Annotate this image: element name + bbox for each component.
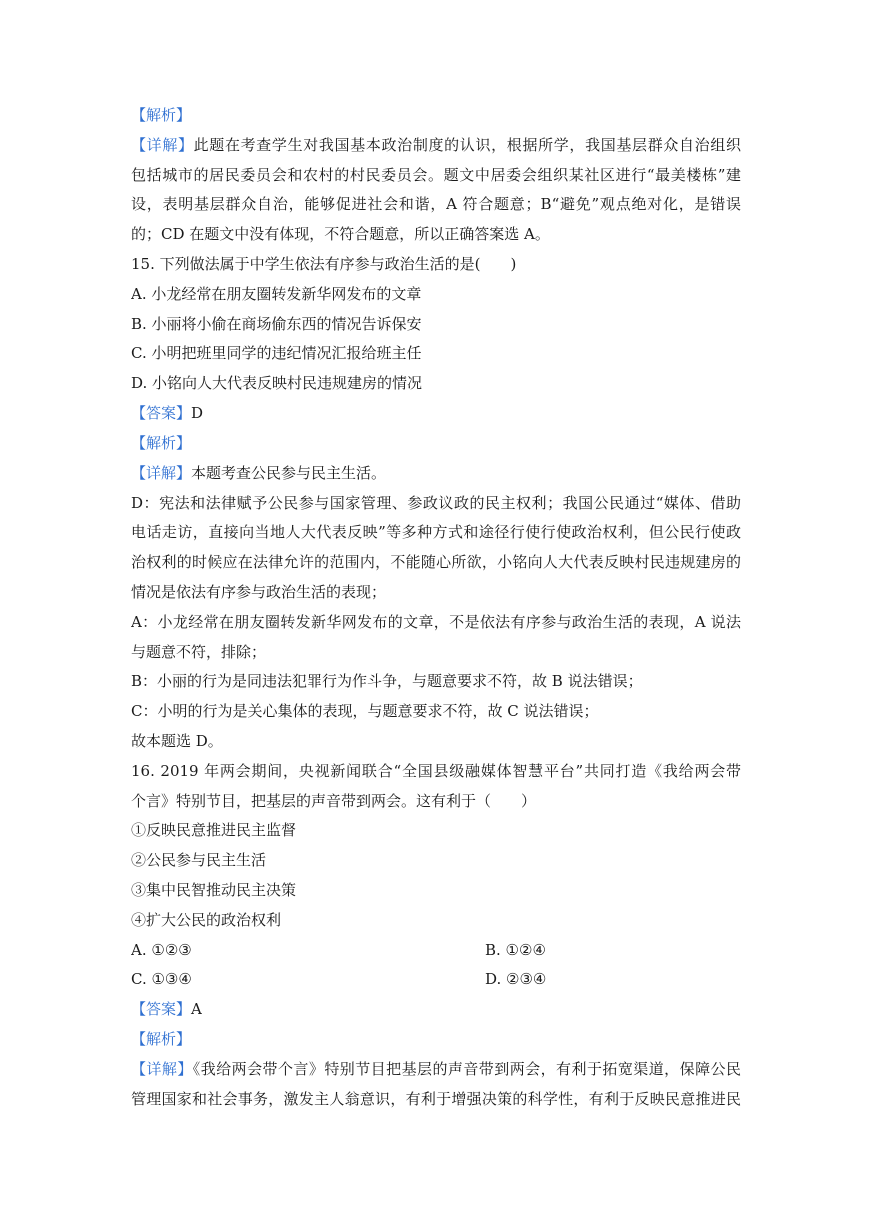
q16-detail-line-2: 管理国家和社会事务，激发主人翁意识，有利于增强决策的科学性，有利于反映民意推进民 — [131, 1090, 741, 1108]
q15-detail-label: 【详解】 — [131, 464, 192, 482]
q16-statement-4: ④扩大公民的政治权利 — [131, 911, 282, 929]
q15-detail-line-8: C：小明的行为是关心集体的表现，与题意要求不符，故 C 说法错误； — [131, 702, 599, 720]
q15-detail-first: 本题考查公民参与民主生活。 — [191, 464, 387, 482]
q15-detail-line-0 — [131, 463, 741, 483]
q14-detail-line-3: 设，表明基层群众自治，能够促进社会和谐，A 符合题意；B“避免”观点绝对化，是错误 — [131, 195, 741, 213]
q15-detail-line-3: 治权利的时候应在法律允许的范围内，不能随心所欲，小铭向人大代表反映村民违规建房的 — [131, 553, 741, 571]
q16-option-a: A. ①②③ — [131, 941, 192, 959]
q15-option-c: C. 小明把班里同学的违纪情况汇报给班主任 — [131, 344, 422, 362]
q14-detail-text-1: 此题在考查学生对我国基本政治制度的认识，根据所学，我国基层群众自治组织 — [193, 136, 741, 154]
q14-detail-label: 【详解】 — [131, 136, 194, 154]
q15-detail-line-1: D：宪法和法律赋予公民参与国家管理、参政议政的民主权利；我国公民通过“媒体、借助 — [131, 494, 741, 512]
q15-detail-line-9: 故本题选 D。 — [131, 732, 223, 750]
q16-question-line-1: 16. 2019 年两会期间，央视新闻联合“全国县级融媒体智慧平台”共同打造《我给两会带 — [131, 762, 741, 780]
q15-detail-line-2: 电话走访，直接向当地人大代表反映”等多种方式和途径行使行使政治权利，但公民行使政 — [131, 523, 741, 541]
q14-detail-line-2: 包括城市的居民委员会和农村的村民委员会。题文中居委会组织某社区进行“最美楼栋”建 — [131, 166, 741, 184]
q16-option-b: B. ①②④ — [485, 941, 546, 959]
q15-answer-label: 【答案】 — [131, 404, 192, 422]
q16-question-line-2: 个言》特别节目，把基层的声音带到两会。这有利于（ ） — [131, 792, 537, 810]
q15-detail-line-4: 情况是依法有序参与政治生活的表现； — [131, 583, 387, 601]
q15-detail-line-6: 与题意不符，排除； — [131, 643, 267, 661]
q16-answer: A — [191, 1000, 202, 1018]
q16-answer-label: 【答案】 — [131, 1000, 192, 1018]
q16-option-d: D. ②③④ — [485, 970, 547, 988]
q14-detail-line-4: 的；CD 在题文中没有体现，不符合题意，所以正确答案选 A。 — [131, 225, 550, 243]
q14-analysis-label: 【解析】 — [131, 106, 192, 124]
q15-answer: D — [191, 404, 204, 422]
q16-detail-line-1 — [131, 1059, 741, 1079]
q14-detail-line-1 — [131, 135, 741, 155]
q15-detail-line-5: A：小龙经常在朋友圈转发新华网发布的文章，不是依法有序参与政治生活的表现，A 说法 — [131, 613, 741, 631]
q15-analysis-label: 【解析】 — [131, 434, 192, 452]
q15-option-a: A. 小龙经常在朋友圈转发新华网发布的文章 — [131, 285, 422, 303]
q16-statement-3: ③集中民智推动民主决策 — [131, 881, 297, 899]
q15-option-d: D. 小铭向人大代表反映村民违规建房的情况 — [131, 374, 423, 392]
q15-answer-line — [131, 403, 741, 423]
q16-statement-2: ②公民参与民主生活 — [131, 851, 267, 869]
q15-question: 15. 下列做法属于中学生依法有序参与政治生活的是( ) — [131, 255, 517, 273]
q16-answer-line — [131, 999, 741, 1019]
q16-detail-text-1: 《我给两会带个言》特别节目把基层的声音带到两会，有利于拓宽渠道，保障公民 — [192, 1060, 741, 1078]
q16-analysis-label: 【解析】 — [131, 1030, 192, 1048]
q15-option-b: B. 小丽将小偷在商场偷东西的情况告诉保安 — [131, 315, 422, 333]
q16-statement-1: ①反映民意推进民主监督 — [131, 821, 297, 839]
q16-detail-label: 【详解】 — [131, 1060, 193, 1078]
q15-detail-line-7: B：小丽的行为是同违法犯罪行为作斗争，与题意要求不符，故 B 说法错误； — [131, 672, 643, 690]
q16-option-c: C. ①③④ — [131, 970, 192, 988]
